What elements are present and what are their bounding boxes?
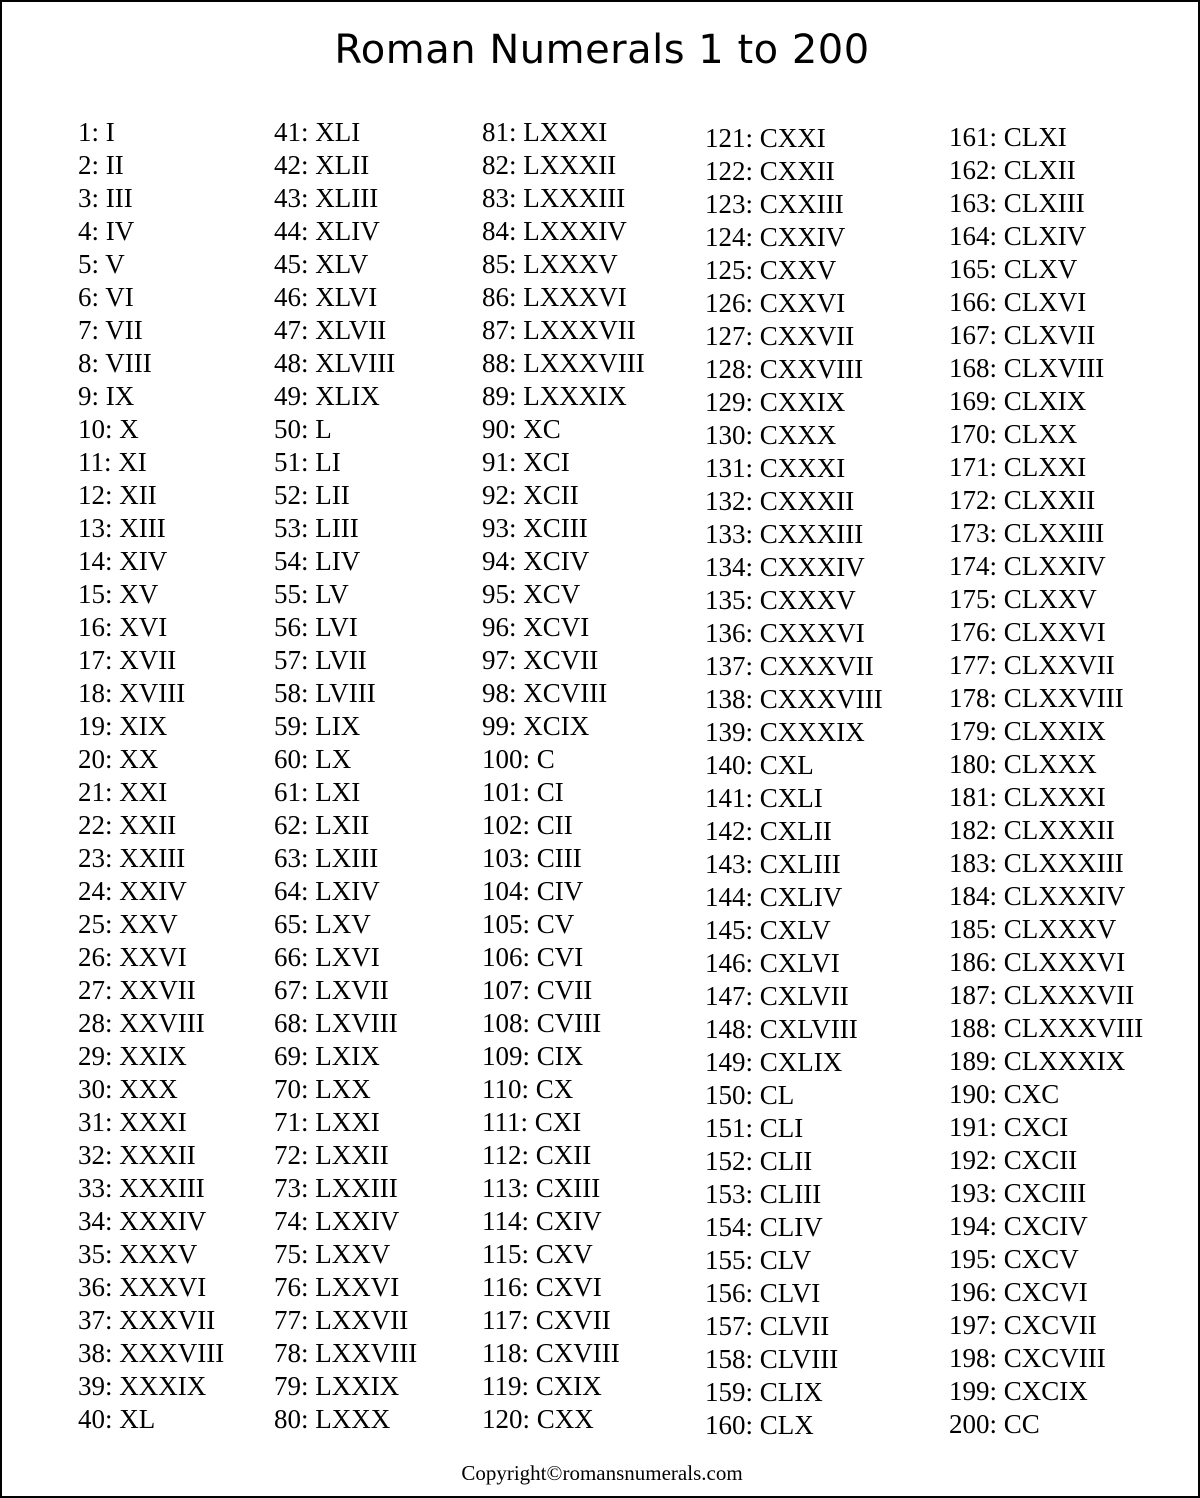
numeral-entry: 91: XCI bbox=[482, 447, 570, 477]
numeral-entry: 187: CLXXXVII bbox=[949, 980, 1135, 1010]
numeral-entry: 126: CXXVI bbox=[705, 288, 846, 318]
numeral-entry: 93: XCIII bbox=[482, 513, 588, 543]
numeral-entry: 94: XCIV bbox=[482, 546, 590, 576]
numeral-entry: 83: LXXXIII bbox=[482, 183, 626, 213]
numeral-entry: 22: XXII bbox=[78, 810, 177, 840]
numeral-entry: 21: XXI bbox=[78, 777, 168, 807]
numeral-entry: 170: CLXX bbox=[949, 419, 1078, 449]
numeral-entry: 140: CXL bbox=[705, 750, 814, 780]
numeral-entry: 180: CLXXX bbox=[949, 749, 1097, 779]
numeral-entry: 62: LXII bbox=[274, 810, 370, 840]
numeral-entry: 157: CLVII bbox=[705, 1311, 830, 1341]
numeral-entry: 159: CLIX bbox=[705, 1377, 823, 1407]
numeral-entry: 35: XXXV bbox=[78, 1239, 198, 1269]
numeral-entry: 31: XXXI bbox=[78, 1107, 187, 1137]
numeral-entry: 78: LXXVIII bbox=[274, 1338, 418, 1368]
numeral-entry: 108: CVIII bbox=[482, 1008, 602, 1038]
numeral-entry: 125: CXXV bbox=[705, 255, 837, 285]
numeral-entry: 183: CLXXXIII bbox=[949, 848, 1124, 878]
numeral-entry: 111: CXI bbox=[482, 1107, 582, 1137]
numeral-entry: 116: CXVI bbox=[482, 1272, 602, 1302]
numeral-entry: 2: II bbox=[78, 150, 124, 180]
numeral-entry: 42: XLII bbox=[274, 150, 370, 180]
numeral-entry: 117: CXVII bbox=[482, 1305, 611, 1335]
numeral-entry: 184: CLXXXIV bbox=[949, 881, 1126, 911]
numeral-entry: 70: LXX bbox=[274, 1074, 371, 1104]
numeral-entry: 29: XXIX bbox=[78, 1041, 187, 1071]
numeral-entry: 80: LXXX bbox=[274, 1404, 391, 1434]
numeral-entry: 100: C bbox=[482, 744, 555, 774]
numeral-entry: 118: CXVIII bbox=[482, 1338, 620, 1368]
numeral-entry: 162: CLXII bbox=[949, 155, 1076, 185]
numeral-entry: 148: CXLVIII bbox=[705, 1014, 858, 1044]
numeral-entry: 89: LXXXIX bbox=[482, 381, 627, 411]
numeral-entry: 192: CXCII bbox=[949, 1145, 1078, 1175]
numeral-entry: 158: CLVIII bbox=[705, 1344, 839, 1374]
numeral-entry: 72: LXXII bbox=[274, 1140, 389, 1170]
numeral-entry: 30: XXX bbox=[78, 1074, 178, 1104]
numeral-entry: 49: XLIX bbox=[274, 381, 380, 411]
numeral-column-4 bbox=[705, 122, 883, 1442]
numeral-entry: 121: CXXI bbox=[705, 123, 826, 153]
numeral-entry: 43: XLIII bbox=[274, 183, 379, 213]
numeral-entry: 92: XCII bbox=[482, 480, 579, 510]
numeral-entry: 84: LXXXIV bbox=[482, 216, 627, 246]
numeral-entry: 16: XVI bbox=[78, 612, 168, 642]
numeral-entry: 134: CXXXIV bbox=[705, 552, 865, 582]
numeral-entry: 153: CLIII bbox=[705, 1179, 822, 1209]
numeral-entry: 186: CLXXXVI bbox=[949, 947, 1126, 977]
page-title: Roman Numerals 1 to 200 bbox=[334, 27, 870, 73]
numeral-entry: 171: CLXXI bbox=[949, 452, 1087, 482]
numeral-entry: 182: CLXXXII bbox=[949, 815, 1115, 845]
numeral-entry: 119: CXIX bbox=[482, 1371, 602, 1401]
numeral-entry: 123: CXXIII bbox=[705, 189, 844, 219]
numeral-entry: 98: XCVIII bbox=[482, 678, 608, 708]
numeral-entry: 131: CXXXI bbox=[705, 453, 846, 483]
numeral-entry: 137: CXXXVII bbox=[705, 651, 874, 681]
numeral-entry: 150: CL bbox=[705, 1080, 795, 1110]
numeral-entry: 33: XXXIII bbox=[78, 1173, 205, 1203]
numeral-entry: 6: VI bbox=[78, 282, 134, 312]
numeral-entry: 69: LXIX bbox=[274, 1041, 380, 1071]
numeral-entry: 46: XLVI bbox=[274, 282, 378, 312]
numeral-entry: 52: LII bbox=[274, 480, 350, 510]
numeral-entry: 161: CLXI bbox=[949, 122, 1067, 152]
numeral-entry: 71: LXXI bbox=[274, 1107, 380, 1137]
numeral-entry: 15: XV bbox=[78, 579, 159, 609]
numeral-entry: 25: XXV bbox=[78, 909, 178, 939]
numeral-entry: 40: XL bbox=[78, 1404, 156, 1434]
numeral-entry: 138: CXXXVIII bbox=[705, 684, 883, 714]
numeral-column-1 bbox=[78, 116, 224, 1436]
numeral-entry: 8: VIII bbox=[78, 348, 152, 378]
numeral-entry: 66: LXVI bbox=[274, 942, 380, 972]
numeral-entry: 51: LI bbox=[274, 447, 341, 477]
numeral-entry: 96: XCVI bbox=[482, 612, 590, 642]
numeral-entry: 191: CXCI bbox=[949, 1112, 1069, 1142]
numeral-entry: 154: CLIV bbox=[705, 1212, 823, 1242]
numeral-entry: 151: CLI bbox=[705, 1113, 804, 1143]
numeral-entry: 79: LXXIX bbox=[274, 1371, 400, 1401]
numeral-entry: 169: CLXIX bbox=[949, 386, 1087, 416]
numeral-entry: 19: XIX bbox=[78, 711, 168, 741]
copyright-footer: Copyright©romansnumerals.com bbox=[461, 1461, 743, 1485]
numeral-entry: 44: XLIV bbox=[274, 216, 380, 246]
numeral-entry: 32: XXXII bbox=[78, 1140, 196, 1170]
numeral-entry: 142: CXLII bbox=[705, 816, 832, 846]
numeral-entry: 132: CXXXII bbox=[705, 486, 855, 516]
numeral-entry: 168: CLXVIII bbox=[949, 353, 1105, 383]
numeral-entry: 144: CXLIV bbox=[705, 882, 843, 912]
numeral-entry: 39: XXXIX bbox=[78, 1371, 207, 1401]
numeral-column-5 bbox=[949, 121, 1143, 1441]
numeral-entry: 177: CLXXVII bbox=[949, 650, 1115, 680]
numeral-entry: 11: XI bbox=[78, 447, 147, 477]
numeral-entry: 76: LXXVI bbox=[274, 1272, 400, 1302]
numeral-entry: 13: XIII bbox=[78, 513, 166, 543]
numeral-entry: 122: CXXII bbox=[705, 156, 835, 186]
numeral-entry: 37: XXXVII bbox=[78, 1305, 216, 1335]
numeral-entry: 64: LXIV bbox=[274, 876, 380, 906]
numeral-entry: 85: LXXXV bbox=[482, 249, 618, 279]
numeral-entry: 160: CLX bbox=[705, 1410, 814, 1440]
numeral-entry: 102: CII bbox=[482, 810, 573, 840]
numeral-entry: 48: XLVIII bbox=[274, 348, 396, 378]
numeral-entry: 115: CXV bbox=[482, 1239, 593, 1269]
numeral-entry: 23: XXIII bbox=[78, 843, 186, 873]
numeral-entry: 34: XXXIV bbox=[78, 1206, 207, 1236]
numeral-entry: 86: LXXXVI bbox=[482, 282, 627, 312]
numeral-entry: 68: LXVIII bbox=[274, 1008, 398, 1038]
numeral-entry: 12: XII bbox=[78, 480, 157, 510]
numeral-entry: 50: L bbox=[274, 414, 332, 444]
numeral-entry: 61: LXI bbox=[274, 777, 361, 807]
numeral-entry: 24: XXIV bbox=[78, 876, 187, 906]
numeral-entry: 65: LXV bbox=[274, 909, 371, 939]
numeral-entry: 3: III bbox=[78, 183, 133, 213]
numeral-entry: 99: XCIX bbox=[482, 711, 590, 741]
numeral-entry: 112: CXII bbox=[482, 1140, 592, 1170]
numeral-entry: 155: CLV bbox=[705, 1245, 812, 1275]
numeral-entry: 4: IV bbox=[78, 216, 135, 246]
numeral-entry: 20: XX bbox=[78, 744, 159, 774]
numeral-entry: 179: CLXXIX bbox=[949, 716, 1106, 746]
numeral-entry: 106: CVI bbox=[482, 942, 584, 972]
numeral-entry: 54: LIV bbox=[274, 546, 361, 576]
numeral-entry: 113: CXIII bbox=[482, 1173, 601, 1203]
numeral-entry: 81: LXXXI bbox=[482, 117, 608, 147]
numeral-entry: 56: LVI bbox=[274, 612, 358, 642]
numeral-entry: 47: XLVII bbox=[274, 315, 387, 345]
numeral-entry: 197: CXCVII bbox=[949, 1310, 1097, 1340]
numeral-entry: 1: I bbox=[78, 117, 115, 147]
numeral-entry: 77: LXXVII bbox=[274, 1305, 409, 1335]
numeral-entry: 198: CXCVIII bbox=[949, 1343, 1106, 1373]
numeral-entry: 60: LX bbox=[274, 744, 352, 774]
numeral-entry: 38: XXXVIII bbox=[78, 1338, 225, 1368]
numeral-entry: 14: XIV bbox=[78, 546, 168, 576]
numeral-entry: 74: LXXIV bbox=[274, 1206, 400, 1236]
numeral-entry: 172: CLXXII bbox=[949, 485, 1096, 515]
numeral-entry: 27: XXVII bbox=[78, 975, 196, 1005]
numeral-entry: 175: CLXXV bbox=[949, 584, 1097, 614]
numeral-entry: 59: LIX bbox=[274, 711, 361, 741]
numeral-entry: 104: CIV bbox=[482, 876, 584, 906]
numeral-entry: 127: CXXVII bbox=[705, 321, 855, 351]
numeral-entry: 147: CXLVII bbox=[705, 981, 849, 1011]
numeral-entry: 199: CXCIX bbox=[949, 1376, 1088, 1406]
numeral-entry: 18: XVIII bbox=[78, 678, 186, 708]
numeral-entry: 129: CXXIX bbox=[705, 387, 846, 417]
numeral-entry: 107: CVII bbox=[482, 975, 593, 1005]
numeral-entry: 164: CLXIV bbox=[949, 221, 1087, 251]
numeral-entry: 97: XCVII bbox=[482, 645, 599, 675]
numeral-entry: 173: CLXXIII bbox=[949, 518, 1105, 548]
numeral-entry: 128: CXXVIII bbox=[705, 354, 864, 384]
numeral-entry: 190: CXC bbox=[949, 1079, 1060, 1109]
numeral-entry: 176: CLXXVI bbox=[949, 617, 1106, 647]
numeral-entry: 87: LXXXVII bbox=[482, 315, 636, 345]
numeral-entry: 95: XCV bbox=[482, 579, 581, 609]
numeral-entry: 58: LVIII bbox=[274, 678, 376, 708]
numeral-entry: 7: VII bbox=[78, 315, 143, 345]
numeral-entry: 9: IX bbox=[78, 381, 135, 411]
numeral-entry: 193: CXCIII bbox=[949, 1178, 1087, 1208]
numeral-entry: 17: XVII bbox=[78, 645, 177, 675]
numeral-entry: 135: CXXXV bbox=[705, 585, 856, 615]
numeral-entry: 165: CLXV bbox=[949, 254, 1078, 284]
numeral-entry: 105: CV bbox=[482, 909, 575, 939]
numeral-entry: 185: CLXXXV bbox=[949, 914, 1117, 944]
numeral-entry: 67: LXVII bbox=[274, 975, 389, 1005]
numeral-entry: 120: CXX bbox=[482, 1404, 594, 1434]
numeral-entry: 5: V bbox=[78, 249, 125, 279]
numeral-entry: 109: CIX bbox=[482, 1041, 584, 1071]
numeral-entry: 166: CLXVI bbox=[949, 287, 1087, 317]
numeral-entry: 181: CLXXXI bbox=[949, 782, 1106, 812]
numeral-entry: 152: CLII bbox=[705, 1146, 813, 1176]
numeral-entry: 143: CXLIII bbox=[705, 849, 841, 879]
numeral-entry: 73: LXXIII bbox=[274, 1173, 398, 1203]
numeral-entry: 82: LXXXII bbox=[482, 150, 617, 180]
numeral-entry: 139: CXXXIX bbox=[705, 717, 865, 747]
numeral-entry: 55: LV bbox=[274, 579, 349, 609]
numeral-entry: 195: CXCV bbox=[949, 1244, 1079, 1274]
numeral-entry: 75: LXXV bbox=[274, 1239, 391, 1269]
numeral-entry: 194: CXCIV bbox=[949, 1211, 1088, 1241]
numeral-entry: 145: CXLV bbox=[705, 915, 831, 945]
numeral-entry: 130: CXXX bbox=[705, 420, 837, 450]
numeral-entry: 124: CXXIV bbox=[705, 222, 846, 252]
numeral-entry: 36: XXXVI bbox=[78, 1272, 207, 1302]
numeral-entry: 163: CLXIII bbox=[949, 188, 1085, 218]
numeral-entry: 26: XXVI bbox=[78, 942, 187, 972]
numeral-entry: 28: XXVIII bbox=[78, 1008, 205, 1038]
numeral-entry: 167: CLXVII bbox=[949, 320, 1096, 350]
numeral-entry: 101: CI bbox=[482, 777, 564, 807]
numeral-entry: 45: XLV bbox=[274, 249, 369, 279]
numeral-entry: 10: X bbox=[78, 414, 139, 444]
numeral-entry: 53: LIII bbox=[274, 513, 359, 543]
numeral-entry: 146: CXLVI bbox=[705, 948, 840, 978]
numeral-entry: 133: CXXXIII bbox=[705, 519, 864, 549]
numeral-entry: 110: CX bbox=[482, 1074, 574, 1104]
numeral-entry: 63: LXIII bbox=[274, 843, 379, 873]
numeral-entry: 156: CLVI bbox=[705, 1278, 821, 1308]
numeral-entry: 141: CXLI bbox=[705, 783, 823, 813]
numeral-entry: 189: CLXXXIX bbox=[949, 1046, 1126, 1076]
numeral-entry: 136: CXXXVI bbox=[705, 618, 865, 648]
numeral-column-3 bbox=[482, 116, 645, 1436]
numeral-entry: 114: CXIV bbox=[482, 1206, 602, 1236]
numeral-entry: 103: CIII bbox=[482, 843, 582, 873]
numeral-entry: 196: CXCVI bbox=[949, 1277, 1088, 1307]
numeral-entry: 149: CXLIX bbox=[705, 1047, 843, 1077]
numeral-column-2 bbox=[274, 116, 417, 1436]
numeral-entry: 174: CLXXIV bbox=[949, 551, 1106, 581]
numeral-entry: 200: CC bbox=[949, 1409, 1040, 1439]
numeral-entry: 90: XC bbox=[482, 414, 561, 444]
numeral-entry: 188: CLXXXVIII bbox=[949, 1013, 1144, 1043]
numeral-entry: 41: XLI bbox=[274, 117, 361, 147]
numeral-entry: 178: CLXXVIII bbox=[949, 683, 1124, 713]
numeral-entry: 57: LVII bbox=[274, 645, 367, 675]
numeral-entry: 88: LXXXVIII bbox=[482, 348, 645, 378]
